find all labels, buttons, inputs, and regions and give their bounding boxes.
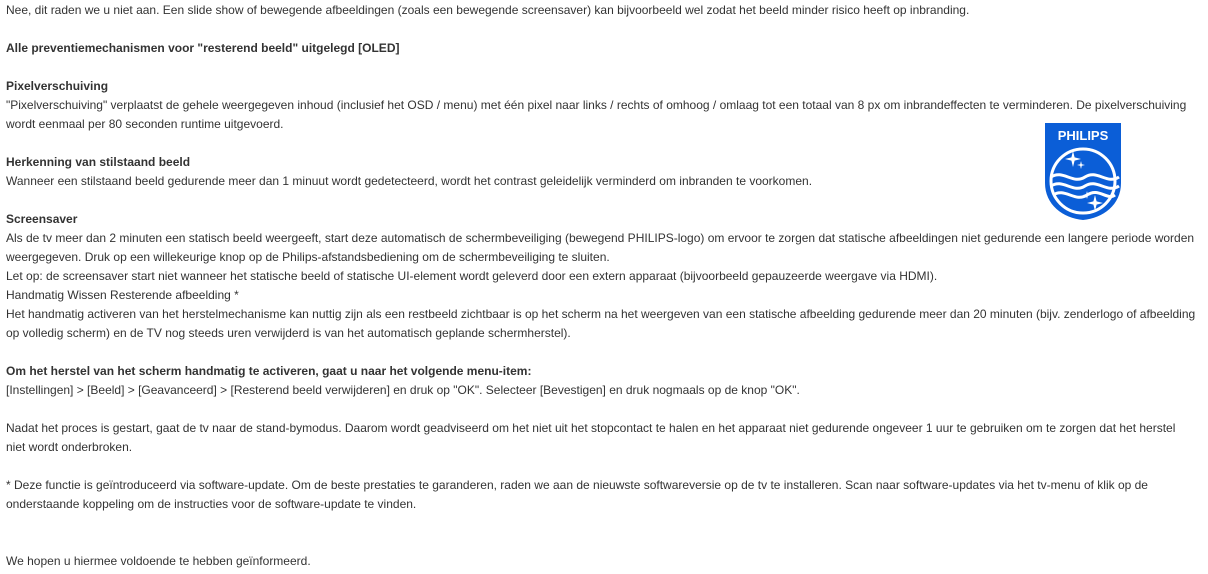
- footnote-paragraph: * Deze functie is geïntroduceerd via software-update. Om de beste prestaties te garanderen, raden we aan de nieuwste softwareversie op de tv te installeren. Scan naar software-updates via het tv-menu of klik op de onderstaande koppeling om de instructies voor de software-update te vinden.: [6, 478, 1152, 511]
- manual-menu-path: [Instellingen] > [Beeld] > [Geavanceerd] > [Resterend beeld verwijderen] en druk op "OK". Selecteer [Bevestigen] en druk nogmaals op de knop "OK".: [6, 383, 800, 397]
- manual-clear-title: Handmatig Wissen Resterende afbeelding *: [6, 288, 239, 302]
- pixelshift-text: "Pixelverschuiving" verplaatst de gehele weergegeven inhoud (inclusief het OSD / menu) met één pixel naar links / rechts of omhoog / omlaag tot een totaal van 8 px om inbrandeffecten te verminderen. De pixelverschuiving wordt eenmaal per 80 seconden runtime uitgevoerd.: [6, 98, 1190, 131]
- manual-clear-text: Het handmatig activeren van het herstelmechanisme kan nuttig zijn als een restbeeld zichtbaar is op het scherm na het weergeven van een statische afbeelding gedurende meer dan 20 minuten (bijv. zenderlogo of afbeelding op volledig scherm) en de TV nog steeds uren verwijderd is van het automatisch geplande schermherstel).: [6, 307, 1199, 340]
- screensaver-note: Let op: de screensaver start niet wanneer het statische beeld of statische UI-element wordt geleverd door een extern apparaat (bijvoorbeeld gepauzeerde weergave via HDMI).: [6, 269, 938, 283]
- article-body: [6, 1, 1199, 571]
- still-image-text: Wanneer een stilstaand beeld gedurende meer dan 1 minuut wordt gedetecteerd, wordt het contrast geleidelijk verminderd om inbranden te voorkomen.: [6, 174, 813, 188]
- pixelshift-heading: Pixelverschuiving: [6, 79, 109, 93]
- screensaver-text: Als de tv meer dan 2 minuten een statisch beeld weergeeft, start deze automatisch de schermbeveiliging (bewegend PHILIPS-logo) om ervoor te zorgen dat statische afbeeldingen niet gedurende een langere periode worden weergegeven. Druk op een willekeurige knop op de Philips-afstandsbediening om de schermbeveiliging te sluiten.: [6, 231, 1198, 264]
- philips-wordmark: PHILIPS: [1057, 128, 1109, 143]
- philips-shield-icon: [1043, 121, 1123, 221]
- closing-paragraph: We hopen u hiermee voldoende te hebben geïnformeerd.: [6, 554, 311, 568]
- still-image-heading: Herkenning van stilstaand beeld: [6, 155, 191, 169]
- screensaver-heading: Screensaver: [6, 212, 78, 226]
- intro-paragraph: Nee, dit raden we u niet aan. Een slide show of bewegende afbeeldingen (zoals een bewegende screensaver) kan bijvoorbeeld wel zodat het beeld minder risico heeft op inbranding.: [6, 3, 970, 17]
- manual-heading: Om het herstel van het scherm handmatig te activeren, gaat u naar het volgende menu-item:: [6, 364, 532, 378]
- standby-paragraph: Nadat het proces is gestart, gaat de tv naar de stand-bymodus. Daarom wordt geadviseerd om het niet uit het stopcontact te halen en het apparaat niet gedurende ongeveer 1 uur te gebruiken om te zorgen dat het herstel niet wordt onderbroken.: [6, 421, 1179, 454]
- philips-logo: [1043, 121, 1123, 221]
- main-heading: Alle preventiemechanismen voor "resterend beeld" uitgelegd [OLED]: [6, 41, 400, 55]
